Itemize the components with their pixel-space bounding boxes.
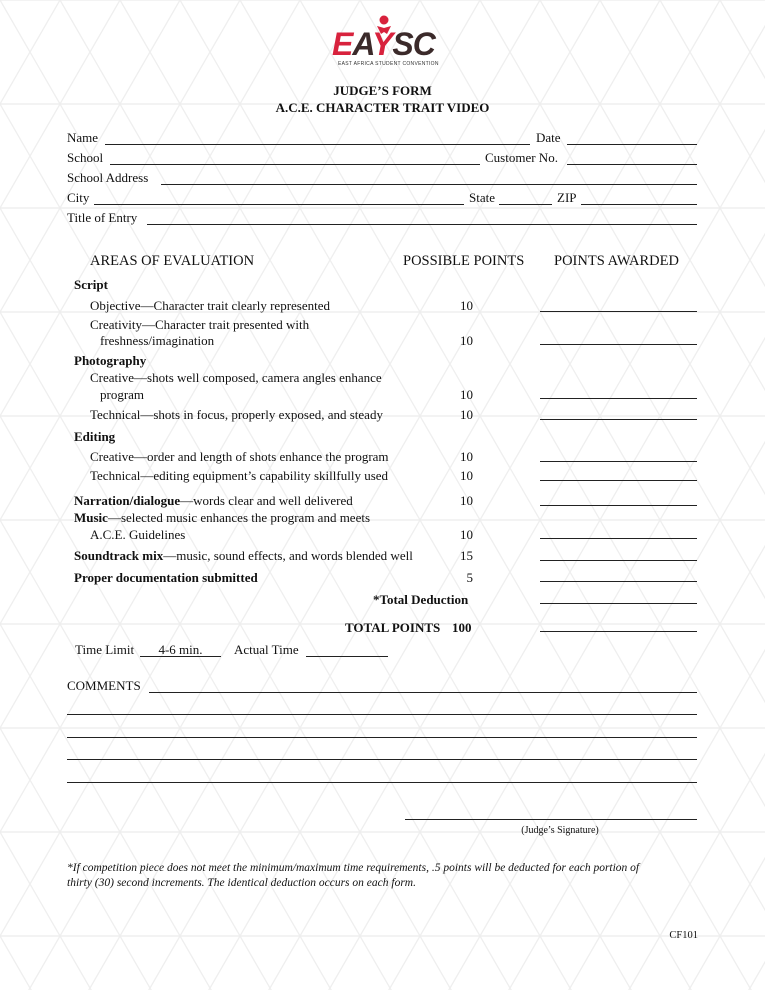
objective-award-field[interactable] [540, 311, 697, 312]
photo-creative-points: 10 [460, 387, 473, 402]
section-script: Script [74, 277, 108, 292]
creativity-criterion: Creativity—Character trait presented with [90, 317, 310, 332]
state-field[interactable] [499, 204, 552, 205]
total-deduction-field[interactable] [540, 603, 697, 604]
school-address-label: School Address [67, 170, 149, 185]
creativity-award-field[interactable] [540, 344, 697, 345]
photo-technical-points: 10 [460, 407, 473, 422]
form-title: JUDGE’S FORM [333, 83, 432, 98]
edit-creative-award-field[interactable] [540, 461, 697, 462]
areas-header: AREAS OF EVALUATION [90, 253, 255, 269]
judge-signature-field[interactable] [405, 819, 697, 820]
footnote-line-1: *If competition piece does not meet the minimum/maximum time requirements, .5 points will be deducted for each portion of [67, 862, 640, 874]
name-field[interactable] [105, 144, 530, 145]
customer-no-field[interactable] [567, 164, 697, 165]
form-subtitle: A.C.E. CHARACTER TRAIT VIDEO [275, 100, 490, 115]
form-code: CF101 [669, 930, 698, 941]
judge-signature-label: (Judge’s Signature) [521, 825, 599, 836]
school-label: School [67, 150, 104, 165]
school-field[interactable] [110, 164, 480, 165]
photo-technical-criterion: Technical—shots in focus, properly exposed, and steady [90, 407, 383, 422]
edit-technical-points: 10 [460, 468, 473, 483]
actual-time-field[interactable] [306, 656, 388, 657]
total-deduction-label: *Total Deduction [373, 592, 469, 607]
comments-line-1[interactable] [149, 692, 697, 693]
time-limit-value: 4-6 min. [140, 642, 221, 657]
city-field[interactable] [94, 204, 464, 205]
photo-creative-criterion-cont: program [100, 387, 145, 402]
edit-technical-award-field[interactable] [540, 480, 697, 481]
comments-line-5[interactable] [67, 782, 697, 783]
edit-creative-points: 10 [460, 449, 473, 464]
comments-line-2[interactable] [67, 714, 697, 715]
soundtrack-points: 15 [460, 548, 473, 563]
documentation-award-field[interactable] [540, 581, 697, 582]
photo-creative-criterion: Creative—shots well composed, camera angles enhance [90, 370, 382, 385]
comments-label: COMMENTS [67, 678, 141, 693]
total-points-value: 100 [452, 620, 472, 635]
objective-criterion: Objective—Character trait clearly represented [90, 298, 331, 313]
edit-creative-criterion: Creative—order and length of shots enhance the program [90, 449, 389, 464]
music-points: 10 [460, 527, 473, 542]
logo [330, 14, 440, 72]
footnote-line-2: thirty (30) second increments. The identical deduction occurs on each form. [67, 877, 416, 889]
zip-field[interactable] [581, 204, 697, 205]
title-of-entry-field[interactable] [147, 224, 697, 225]
logo-mark: EAYSC [332, 26, 435, 62]
time-limit-label: Time Limit [75, 642, 135, 657]
logo-tagline: EAST AFRICA STUDENT CONVENTION [338, 61, 439, 67]
comments-line-3[interactable] [67, 737, 697, 738]
total-points-label: TOTAL POINTS [345, 620, 441, 635]
music-criterion: Music—selected music enhances the program and meets [74, 510, 371, 525]
documentation-criterion: Proper documentation submitted [74, 570, 258, 585]
points-awarded-header: POINTS AWARDED [554, 253, 679, 269]
creativity-points: 10 [460, 333, 473, 348]
photo-technical-award-field[interactable] [540, 419, 697, 420]
name-label: Name [67, 130, 99, 145]
title-of-entry-label: Title of Entry [67, 210, 138, 225]
date-field[interactable] [567, 144, 697, 145]
section-editing: Editing [74, 429, 116, 444]
narration-criterion: Narration/dialogue—words clear and well delivered [74, 493, 353, 508]
creativity-criterion-cont: freshness/imagination [100, 333, 215, 348]
objective-points: 10 [460, 298, 473, 313]
total-points-field[interactable] [540, 631, 697, 632]
soundtrack-award-field[interactable] [540, 560, 697, 561]
customer-no-label: Customer No. [485, 150, 558, 165]
edit-technical-criterion: Technical—editing equipment’s capability skillfully used [90, 468, 389, 483]
actual-time-label: Actual Time [234, 642, 299, 657]
photo-creative-award-field[interactable] [540, 398, 697, 399]
date-label: Date [536, 130, 561, 145]
soundtrack-criterion: Soundtrack mix—music, sound effects, and words blended well [74, 548, 413, 563]
state-label: State [469, 190, 495, 205]
narration-points: 10 [460, 493, 473, 508]
zip-label: ZIP [557, 190, 577, 205]
music-award-field[interactable] [540, 538, 697, 539]
city-label: City [67, 190, 90, 205]
comments-line-4[interactable] [67, 759, 697, 760]
section-photography: Photography [74, 353, 147, 368]
school-address-field[interactable] [161, 184, 697, 185]
music-criterion-cont: A.C.E. Guidelines [90, 527, 186, 542]
documentation-points: 5 [466, 570, 473, 585]
narration-award-field[interactable] [540, 505, 697, 506]
possible-points-header: POSSIBLE POINTS [403, 253, 525, 269]
